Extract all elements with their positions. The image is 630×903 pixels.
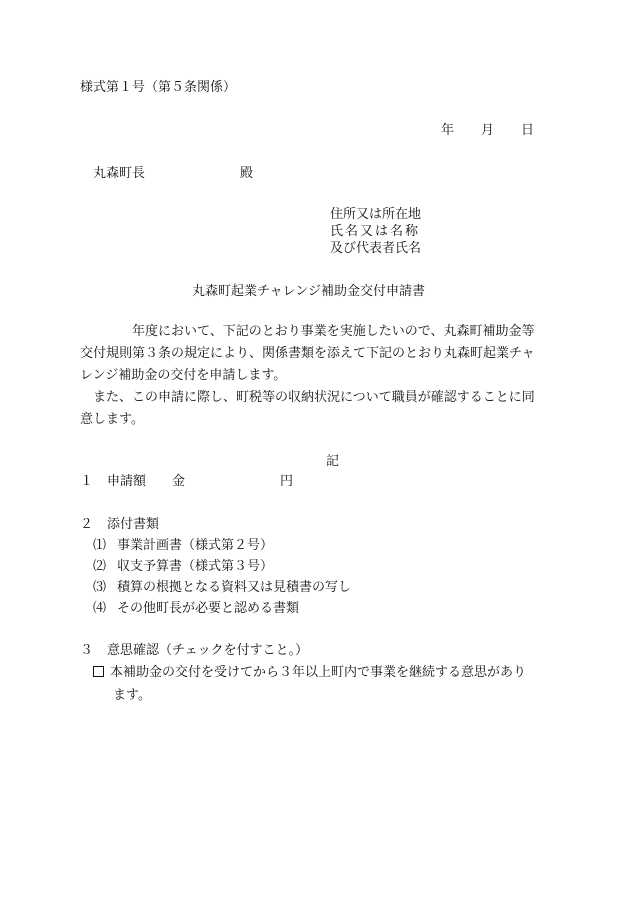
attachment-item bbox=[93, 559, 273, 575]
attachment-item-number: ⑴ bbox=[93, 538, 107, 553]
intent-checkbox-text-line-2: ます。 bbox=[113, 688, 151, 703]
applicant-address-label: 住所又は所在地 bbox=[330, 207, 422, 222]
applicant-name-label: 氏名又は名称 bbox=[330, 224, 421, 239]
document-title: 丸森町起業チャレンジ補助金交付申請書 bbox=[192, 284, 425, 299]
attachment-item bbox=[93, 538, 273, 554]
intent-checkbox-text-line-1: 本補助金の交付を受けてから３年以上町内で事業を継続する意思があり bbox=[110, 665, 527, 680]
body-paragraph-1-line-3: レンジ補助金の交付を申請します。 bbox=[80, 368, 287, 383]
section-2-label: 添付書類 bbox=[107, 517, 160, 532]
body-paragraph-1-line-2: 交付規則第３条の規定により、関係書類を添えて下記のとおり丸森町起業チャ bbox=[80, 346, 535, 361]
section-1-currency: 金 bbox=[172, 474, 186, 489]
section-3-number: ３ bbox=[80, 643, 94, 658]
attachment-item-text: 積算の根拠となる資料又は見積書の写し bbox=[117, 580, 352, 595]
body-paragraph-2-line-1: また、この申請に際し、町税等の収納状況について職員が確認することに同 bbox=[80, 390, 535, 405]
form-number: 様式第１号（第５条関係） bbox=[80, 80, 237, 95]
addressee-honorific: 殿 bbox=[240, 166, 254, 181]
checkbox-icon[interactable] bbox=[93, 666, 104, 677]
attachment-item bbox=[93, 580, 351, 596]
date-month-label: 月 bbox=[481, 123, 495, 138]
section-1-number: １ bbox=[80, 474, 94, 489]
intent-checkbox-row[interactable] bbox=[93, 665, 526, 681]
ki-heading: 記 bbox=[326, 454, 340, 469]
attachment-item-number: ⑵ bbox=[93, 559, 107, 574]
date-year-label: 年 bbox=[441, 123, 455, 138]
section-1-unit: 円 bbox=[280, 474, 294, 489]
attachment-item-text: 収支予算書（様式第３号） bbox=[117, 559, 274, 574]
section-1-label: 申請額 bbox=[107, 474, 147, 489]
attachment-item bbox=[93, 601, 299, 617]
body-paragraph-1-line-1: 年度において、下記のとおり事業を実施したいので、丸森町補助金等 bbox=[80, 324, 535, 339]
attachment-item-text: 事業計画書（様式第２号） bbox=[117, 538, 274, 553]
date-day-label: 日 bbox=[521, 123, 535, 138]
attachment-item-number: ⑷ bbox=[93, 601, 107, 616]
attachment-item-text: その他町長が必要と認める書類 bbox=[117, 601, 300, 616]
attachment-item-number: ⑶ bbox=[93, 580, 107, 595]
section-2-number: ２ bbox=[80, 517, 94, 532]
section-3-label: 意思確認（チェックを付すこと。） bbox=[107, 643, 309, 658]
addressee-title: 丸森町長 bbox=[93, 166, 146, 181]
body-paragraph-2-line-2: 意します。 bbox=[80, 412, 144, 427]
applicant-rep-label: 及び代表者氏名 bbox=[330, 241, 422, 256]
